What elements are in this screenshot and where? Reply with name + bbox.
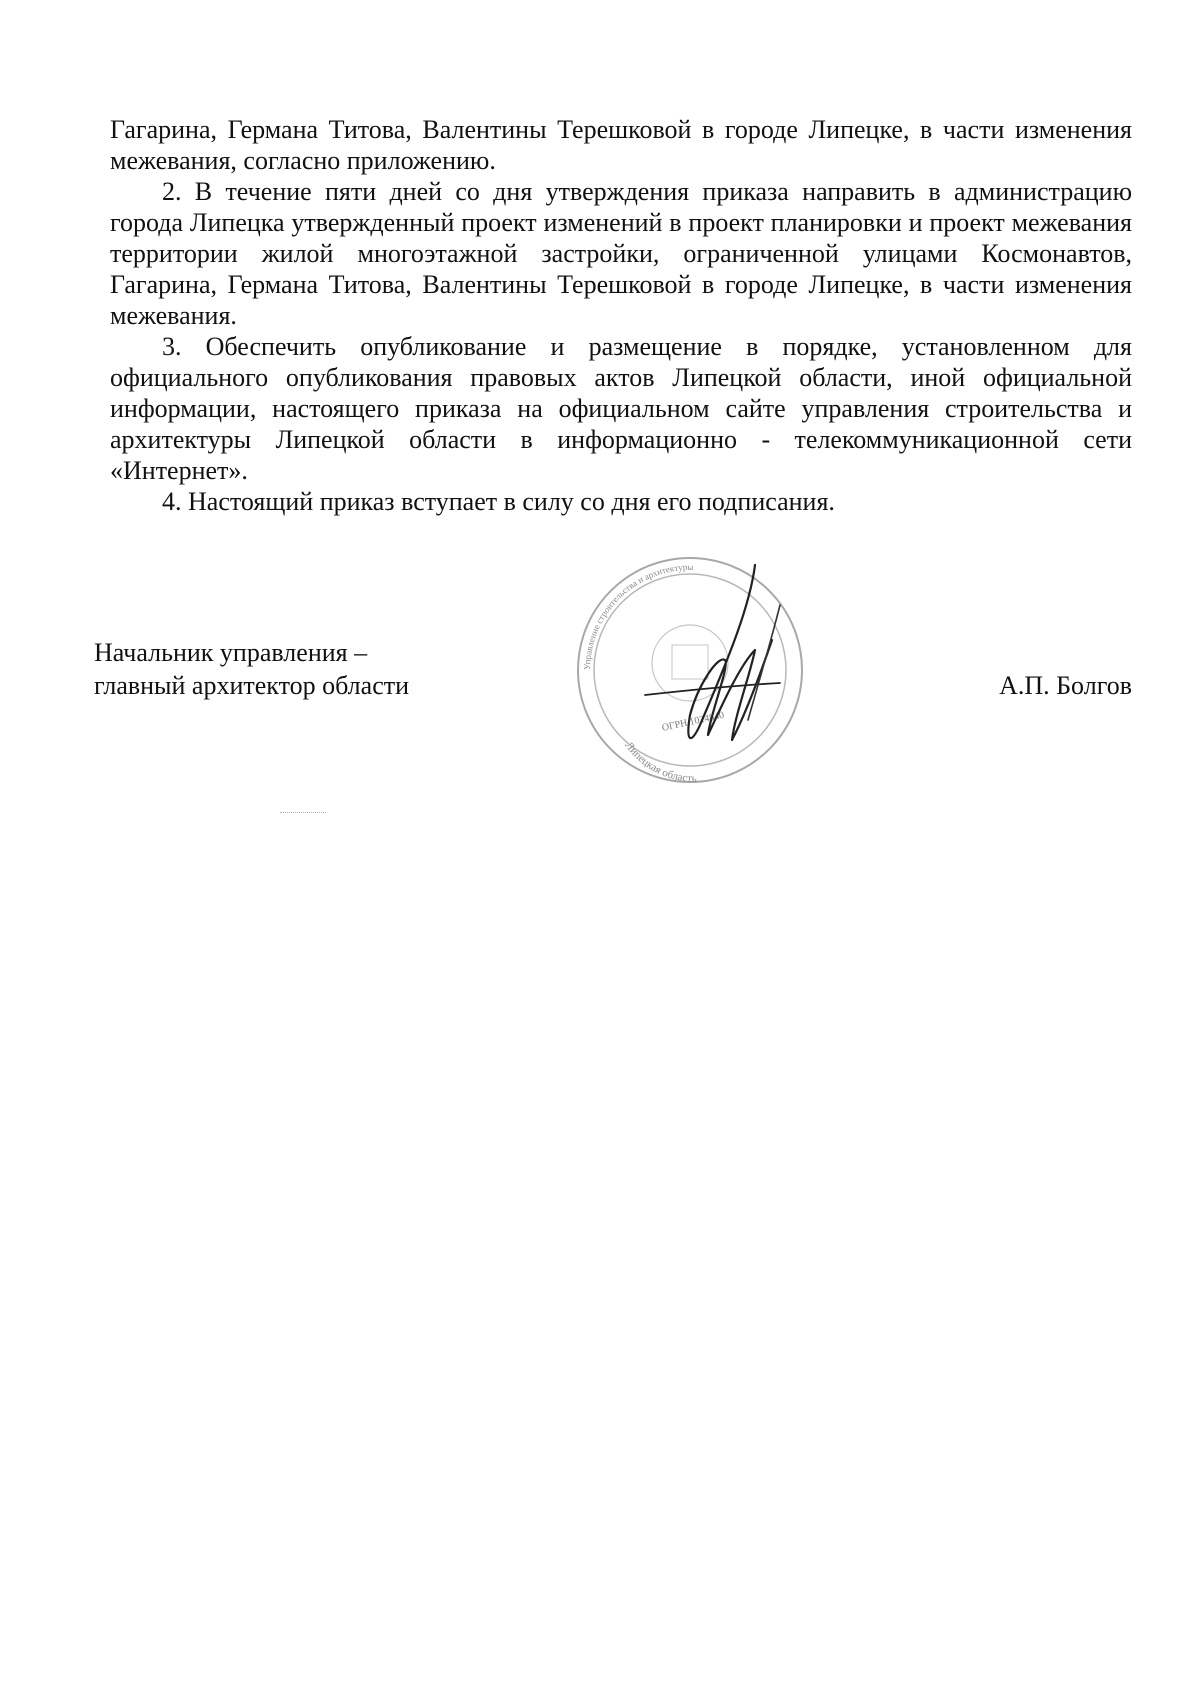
stamp-ring-text: Управление строительства и архитектуры	[581, 561, 694, 671]
signer-name: А.П. Болгов	[999, 671, 1132, 700]
official-stamp	[550, 545, 850, 790]
signer-position-line1: Начальник управления –	[94, 638, 368, 667]
signer-position	[94, 636, 409, 702]
paragraph-item-3: 3. Обеспечить опубликование и размещение в порядке, установленном для официального опубликования правовых актов Липецкой области, иной официальной информации, настоящего приказа на официальном сайте управления строительства и архитектуры Липецкой области в информационно - телекоммуникационной сети «Интернет».	[110, 332, 1132, 485]
paragraph-item-4: 4. Настоящий приказ вступает в силу со дня его подписания.	[162, 487, 835, 516]
paragraph-item-2: 2. В течение пяти дней со дня утверждения приказа направить в администрацию города Липецка утвержденный проект изменений в проект планировки и проект межевания территории жилой многоэтажной застройки, ограниченной улицами Космонавтов, Гагарина, Германа Титова, Валентины Терешковой в городе Липецке, в части изменения межевания.	[110, 177, 1132, 330]
stamp-bottom-text: Липецкая область	[622, 739, 697, 785]
signer-position-line2: главный архитектор области	[94, 671, 410, 700]
paragraph-continuation: Гагарина, Германа Титова, Валентины Терешковой в городе Липецке, в части изменения межевания, согласно приложению.	[110, 115, 1132, 175]
stamp-emblem-shield	[672, 645, 708, 679]
document-body	[110, 114, 1132, 517]
scan-artifact	[280, 812, 326, 815]
stamp-outer-ring	[578, 558, 802, 782]
stamp-code: ОГРН 1024840	[660, 709, 726, 734]
